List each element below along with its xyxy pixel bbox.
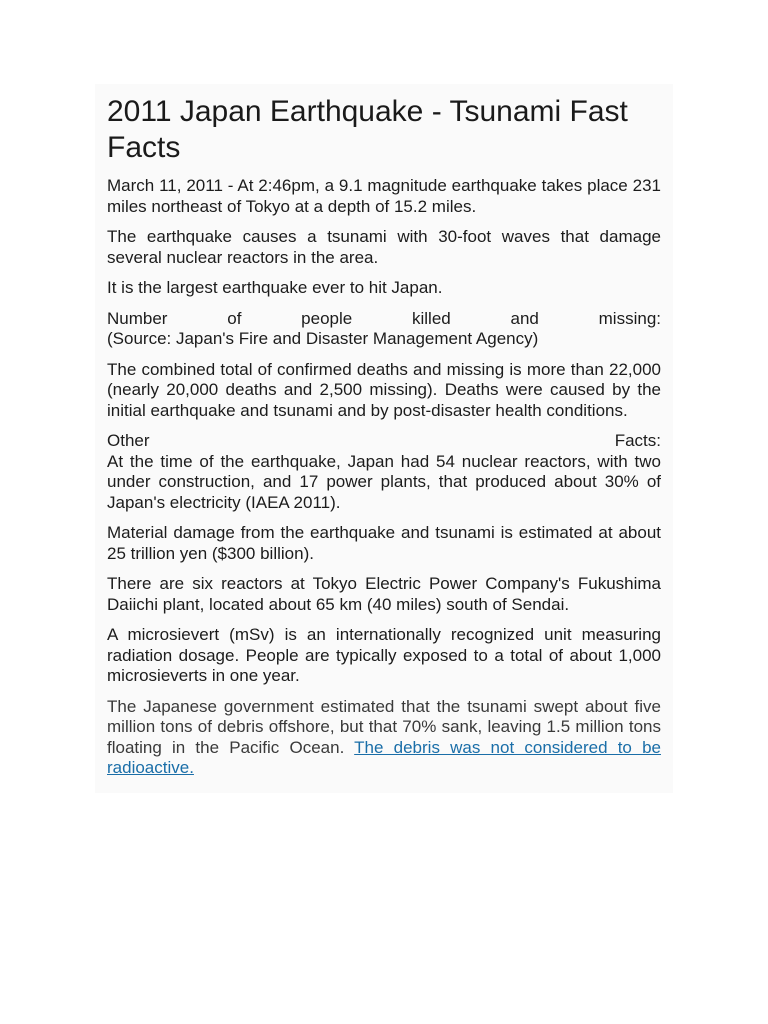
paragraph-tsunami: The earthquake causes a tsunami with 30-foot waves that damage several nuclear reactors in the area.: [107, 227, 661, 267]
debris-link[interactable]: The debris was not considered to be radioactive.: [107, 737, 661, 777]
casualties-source: (Source: Japan's Fire and Disaster Management Agency): [107, 329, 539, 348]
page-title: 2011 Japan Earthquake - Tsunami Fast Facts: [107, 95, 628, 164]
other-facts-body: At the time of the earthquake, Japan had 54 nuclear reactors, with two under construction, and 17 power plants, that produced about 30% of Japan's electricity (IAEA 2011).: [107, 451, 661, 512]
debris-text: The Japanese government estimated that the tsunami swept about five million tons of debris offshore, but that 70% sank, leaving 1.5 million tons floating in the Pacific Ocean.: [107, 696, 661, 757]
paragraph-debris: [107, 697, 661, 779]
paragraph-deaths-total: The combined total of confirmed deaths and missing is more than 22,000 (nearly 20,000 deaths and 2,500 missing). Deaths were caused by the initial earthquake and tsunami and by post-disaster health conditions.: [107, 359, 661, 420]
paragraph-date: March 11, 2011 - At 2:46pm, a 9.1 magnitude earthquake takes place 231 miles northeast of Tokyo at a depth of 15.2 miles.: [107, 176, 661, 216]
other-facts-heading: Other Facts:: [107, 431, 661, 450]
paragraph-microsievert: A microsievert (mSv) is an internationally recognized unit measuring radiation dosage. People are typically exposed to a total of about 1,000 microsieverts in one year.: [107, 625, 661, 685]
casualties-heading: Number of people killed and missing:: [107, 308, 661, 328]
document-content: [95, 84, 673, 793]
paragraph-material-damage: Material damage from the earthquake and tsunami is estimated at about 25 trillion yen ($300 billion).: [107, 523, 661, 563]
paragraph-other-facts: [107, 431, 661, 513]
paragraph-reactors: There are six reactors at Tokyo Electric Power Company's Fukushima Daiichi plant, located about 65 km (40 miles) south of Sendai.: [107, 574, 661, 614]
paragraph-casualties: [107, 309, 661, 350]
paragraph-largest: It is the largest earthquake ever to hit Japan.: [107, 278, 443, 297]
